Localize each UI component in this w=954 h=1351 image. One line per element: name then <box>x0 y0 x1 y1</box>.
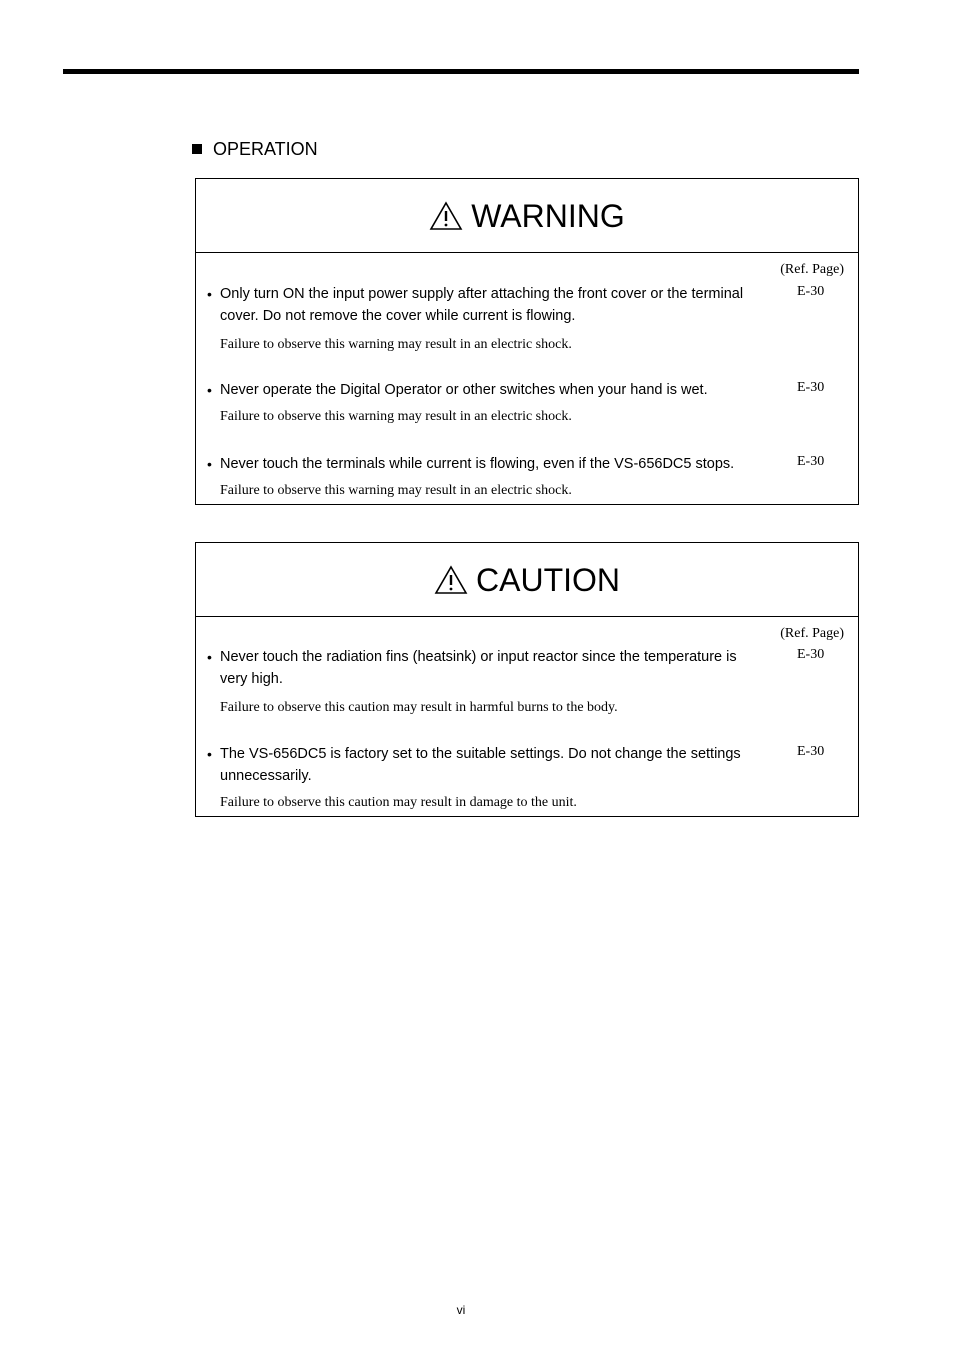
ref-page-header: (Ref. Page) <box>780 262 844 277</box>
bullet: • <box>207 456 212 472</box>
item-consequence: Failure to observe this warning may result in an electric shock. <box>220 483 572 498</box>
section-heading <box>192 139 318 159</box>
item-consequence: Failure to observe this caution may result in damage to the unit. <box>220 795 577 810</box>
bullet: • <box>207 649 212 665</box>
item-text: Never operate the Digital Operator or other switches when your hand is wet. <box>220 382 708 398</box>
bullet: • <box>207 286 212 302</box>
ref-page: E-30 <box>797 284 825 299</box>
item-text: Never touch the radiation fins (heatsink) or input reactor since the temperature is very high. <box>220 649 737 687</box>
caution-box <box>195 542 859 817</box>
ref-page-header: (Ref. Page) <box>780 626 844 641</box>
ref-page: E-30 <box>797 647 825 662</box>
warning-title: WARNING <box>471 197 625 234</box>
bullet: • <box>207 746 212 762</box>
page-number: vi <box>456 1303 466 1317</box>
item-text: Never touch the terminals while current is flowing, even if the VS-656DC5 stops. <box>220 456 735 472</box>
header-rule <box>63 69 859 74</box>
item-text: Only turn ON the input power supply after attaching the front cover or the terminal cover. Do not remove the cover while current is flowing. <box>220 286 744 324</box>
item-consequence: Failure to observe this caution may result in harmful burns to the body. <box>220 700 618 715</box>
caution-title: CAUTION <box>476 561 620 598</box>
section-title: OPERATION <box>213 139 318 159</box>
item-consequence: Failure to observe this warning may result in an electric shock. <box>220 337 572 352</box>
caution-triangle-icon <box>434 565 468 595</box>
ref-page: E-30 <box>797 744 825 759</box>
ref-page: E-30 <box>797 380 825 395</box>
item-text: The VS-656DC5 is factory set to the suitable settings. Do not change the settings unnecessarily. <box>220 746 741 784</box>
ref-page: E-30 <box>797 454 825 469</box>
warning-triangle-icon <box>429 201 463 231</box>
item-consequence: Failure to observe this warning may result in an electric shock. <box>220 409 572 424</box>
square-bullet-icon <box>192 144 202 154</box>
caution-header <box>196 543 858 617</box>
warning-header <box>196 179 858 253</box>
warning-box <box>195 178 859 505</box>
bullet: • <box>207 382 212 398</box>
